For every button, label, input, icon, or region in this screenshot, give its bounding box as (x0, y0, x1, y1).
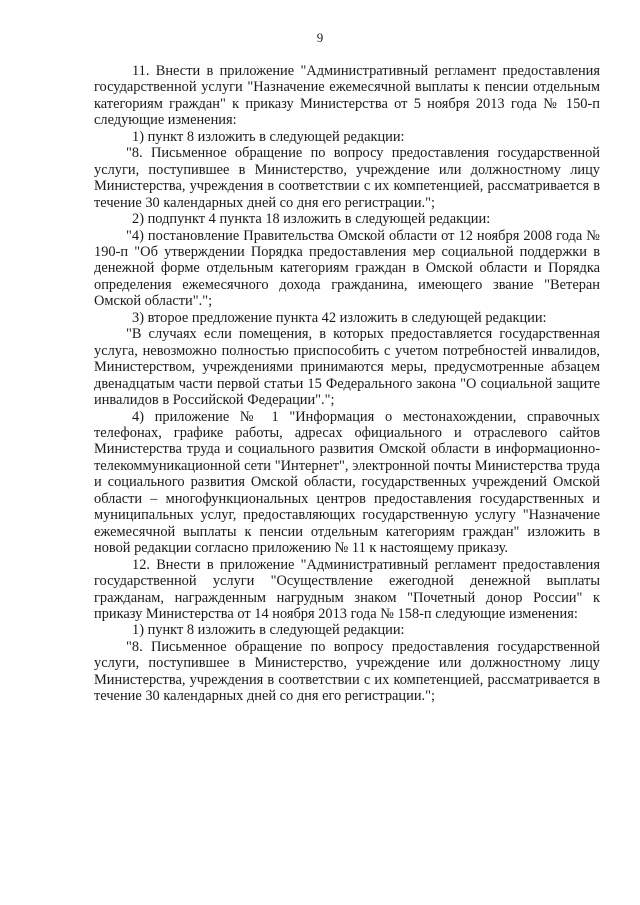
document-body (94, 63, 600, 705)
paragraph-sub-1: 1) пункт 8 изложить в следующей редакции: (132, 128, 405, 145)
paragraph-quote-clause-8-second: "8. Письменное обращение по вопросу предоставления государственной услуги, поступившее в Министерство, учреждение или должностному лицу Министерства, учреждения в соответствии с их компетенцией, рассматривается в течение 30 календарных дней со дня его регистрации."; (94, 638, 600, 705)
paragraph-quote-clause-8: "8. Письменное обращение по вопросу предоставления государственной услуги, поступившее в Министерство, учреждение или должностному лицу Министерства, учреждения в соответствии с их компетенцией, рассматривается в течение 30 календарных дней со дня его регистрации."; (94, 145, 600, 211)
paragraph-sub-3: 3) второе предложение пункта 42 изложить в следующей редакции: (132, 309, 547, 326)
paragraph-sub-1-second: 1) пункт 8 изложить в следующей редакции: (132, 622, 405, 639)
paragraph-sub-2: 2) подпункт 4 пункта 18 изложить в следующей редакции: (132, 211, 491, 228)
page-number: 9 (316, 30, 324, 45)
paragraph-item-12: 12. Внести в приложение "Административный регламент предоставления государственной услуги "Осуществление ежегодной денежной выплаты гражданам, награжденным нагрудным знаком "Почетный донор России" к приказу Министерства от 14 ноября 2013 года № 158-п следующие изменения: (94, 556, 600, 622)
paragraph-item-11: 11. Внести в приложение "Административный регламент предоставления государственной услуги "Назначение ежемесячной выплаты к пенсии отдельным категориям граждан" к приказу Министерства от 5 ноября 2013 года № 150-п следующие изменения: (94, 63, 600, 129)
paragraph-sub-4: 4) приложение № 1 "Информация о местонахождении, справочных телефонах, графике работы, адресах официального и отраслевого сайтов Министерства труда и социального развития Омской области в информационно-телекоммуникационной сети "Интернет", электронной почты Министерства труда и социального развития Омской области, государственных учреждений Омской области – многофункциональных центров предоставления государственных и муниципальных услуг, предоставляющих государственную услугу "Назначение ежемесячной выплаты к пенсии отдельным категориям граждан" изложить в новой редакции согласно приложению № 11 к настоящему приказу. (94, 408, 600, 557)
paragraph-quote-clause-42: "В случаях если помещения, в которых предоставляется государственная услуга, невозможно полностью приспособить с учетом потребностей инвалидов, Министерством, учреждениями принимаются меры, предусмотренные абзацем двенадцатым части первой статьи 15 Федерального закона "О социальной защите инвалидов в Российской Федерации"."; (94, 326, 600, 409)
paragraph-quote-subclause-4: "4) постановление Правительства Омской области от 12 ноября 2008 года № 190-п "Об утверждении Порядка предоставления мер социальной поддержки в денежной форме отдельным категориям граждан в Омской области и Порядка определения ежемесячного дохода гражданина, имеющего звание "Ветеран Омской области"."; (94, 227, 600, 310)
